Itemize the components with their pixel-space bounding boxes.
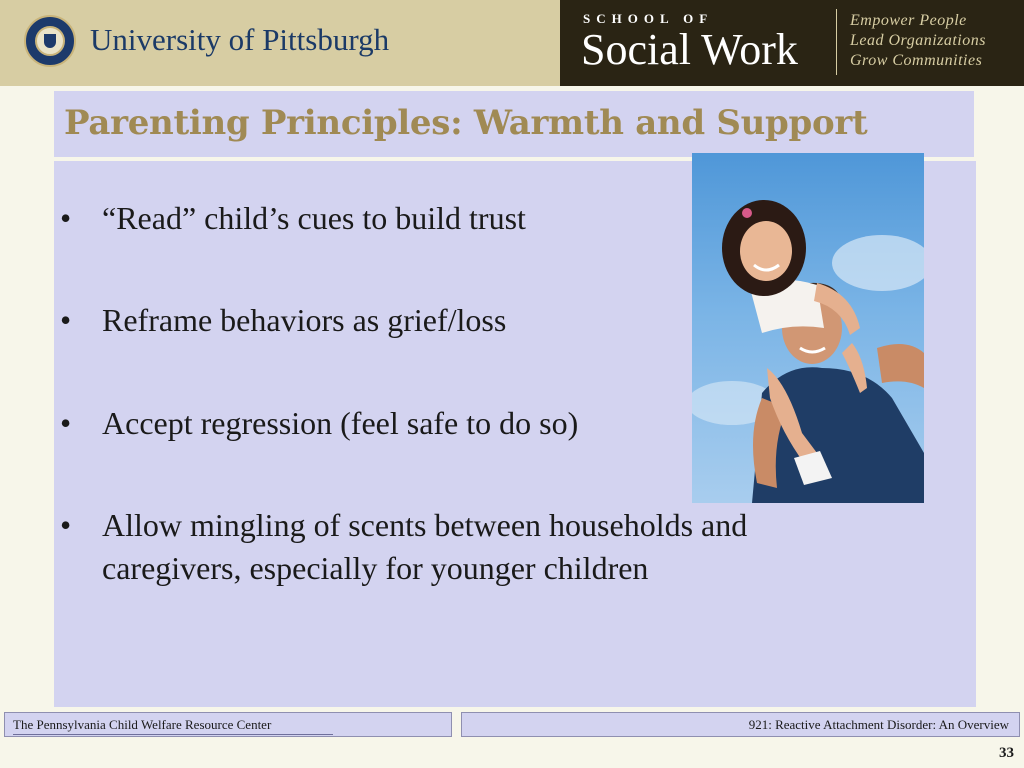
footer-course-text: 921: Reactive Attachment Disorder: An Overview	[748, 717, 1009, 732]
school-name: Social Work	[581, 25, 798, 74]
footer-organization-text: The Pennsylvania Child Welfare Resource Center	[13, 717, 272, 732]
bullet-text: caregivers, especially for younger children	[102, 550, 649, 586]
slide-title: Parenting Principles: Warmth and Support	[64, 103, 868, 143]
footer-organization	[4, 712, 452, 737]
school-of-label: SCHOOL OF	[583, 11, 714, 26]
bullet-text: Reframe behaviors as grief/loss	[102, 302, 507, 338]
bullet-text: Allow mingling of scents between households and	[102, 507, 748, 543]
footer-underline	[13, 734, 333, 735]
tagline-3: Grow Communities	[850, 52, 983, 69]
header-divider	[836, 9, 837, 75]
tagline-1: Empower People	[850, 12, 967, 29]
bullet-dot: •	[60, 507, 72, 543]
university-seal-icon	[24, 15, 76, 67]
tagline-2: Lead Organizations	[850, 32, 986, 49]
bullet-dot: •	[60, 302, 72, 338]
footer-course	[461, 712, 1020, 737]
father-daughter-photo	[692, 153, 924, 503]
page-number: 33	[999, 745, 1014, 761]
bullet-text: “Read” child’s cues to build trust	[102, 200, 526, 236]
bullet-text: Accept regression (feel safe to do so)	[102, 405, 579, 441]
university-name: University of Pittsburgh	[90, 22, 390, 57]
bullet-dot: •	[60, 405, 72, 441]
bullet-dot: •	[60, 200, 72, 236]
